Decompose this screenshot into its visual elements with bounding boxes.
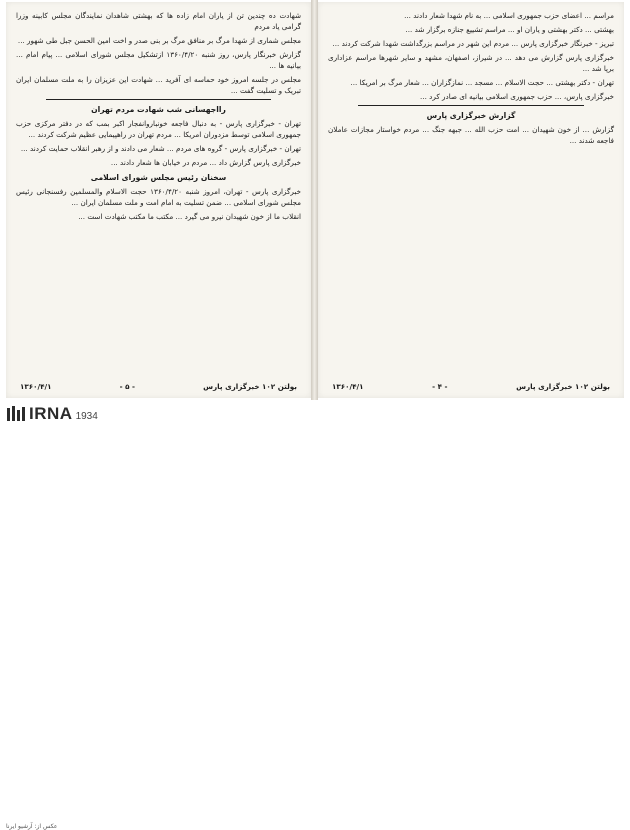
paragraph: تبریز - خبرنگار خبرگزاری پارس ... مردم این شهر در مراسم بزرگداشت شهدا شرکت کردند ... [332, 39, 614, 48]
page-number: - ۵ - [119, 381, 136, 391]
page-body [16, 10, 301, 376]
paragraph: تهران - خبرگزاری پارس - گروه های مردم ... شعار می دادند و از رهبر انقلاب حمایت کردند ... [20, 144, 301, 153]
paragraph: خبرگزاری پارس، ... حزب جمهوری اسلامی بیانیه ای صادر کرد ... [420, 92, 614, 101]
page-number: - ۴ - [432, 381, 448, 391]
irna-logo [6, 404, 98, 424]
page-body [328, 10, 614, 376]
divider [46, 99, 271, 100]
section-heading: سخنان رئیس مجلس شورای اسلامی [90, 173, 227, 182]
paragraph: گزارش ... از خون شهیدان ... امت حزب الله ... جبهه جنگ ... مردم خواستار مجازات عاملان فاجعه شدند ... [328, 125, 614, 145]
bulletin-label: بولتن ۱۰۲ خبرگزاری پارس [516, 381, 610, 391]
page-gutter [311, 0, 318, 400]
section-heading: رااجهسانی شب شهادت مردم تهران [91, 105, 226, 114]
divider [358, 105, 584, 106]
paragraph: مراسم ... اعضای حزب جمهوری اسلامی ... به نام شهدا شعار دادند ... [404, 11, 614, 20]
page-footer [332, 380, 610, 392]
paragraph: تهران - خبرگزاری پارس - به دنبال فاجعه خونباروانفجار اکبر بمب که در دفتر مرکزی حزب جمهوری اسلامی توسط مزدوران امریکا ... مردم تهران در راهپیمایی عظیم شرکت کردند ... [16, 119, 301, 139]
photo-credit: عکس از: آرشیو ایرنا [6, 823, 58, 830]
irna-emblem-icon [6, 405, 26, 423]
paragraph: تهران - دکتر بهشتی ... حجت الاسلام ... مسجد ... نمازگزاران ... شعار مرگ بر امریکا ... [350, 78, 614, 87]
footer-date: ۱۳۶۰/۴/۱ [20, 381, 52, 391]
paragraph: مجلس در جلسه امروز خود حماسه ای آفرید ... شهادت این عزیزان را به ملت مسلمان ایران تبریک و تسلیت گفت ... [16, 75, 301, 95]
paragraph: خبرگزاری پارس گزارش می دهد ... در شیراز، اصفهان، مشهد و سایر شهرها مراسم عزاداری برپا شد ... [328, 53, 614, 73]
paragraph: خبرگزاری پارس گزارش داد ... مردم در خیابان ها شعار دادند ... [110, 158, 301, 167]
paragraph: انقلاب ما از خون شهیدان نیرو می گیرد ... مکتب ما مکتب شهادت است ... [78, 212, 301, 221]
document-page-left [6, 2, 311, 398]
paragraph: شهادت ده چندین تن از یاران امام زاده ها که بهشتی شاهدان نمایندگان مجلس کابینه وزرا گرامی یاد مردم [16, 11, 301, 31]
paragraph: خبرگزاری پارس - تهران، امروز شنبه ۱۳۶۰/۴/۲۰ حجت الاسلام والمسلمین رفسنجانی رئیس مجلس شورای اسلامی ... ضمن تسلیت به امام امت و ملت مسلمان ایران ... [16, 187, 301, 207]
paragraph: مجلس شماری از شهدا مرگ بر منافق مرگ بر بنی صدر و اخت امین الحسن جبل طی شهور ... [17, 36, 301, 45]
paragraph: گزارش خبرنگار پارس، روز شنبه ۱۳۶۰/۴/۲۰ ازتشکیل مجلس شورای اسلامی ... پیام امام ... بیانیه ها ... [16, 50, 301, 70]
document-page-right [318, 2, 624, 398]
paragraph: بهشتی ... دکتر بهشتی و یاران او ... مراسم تشییع جنازه برگزار شد ... [405, 25, 614, 34]
logo-text: IRNA [29, 404, 73, 423]
footer-date: ۱۳۶۰/۴/۱ [332, 381, 364, 391]
section-heading: گزارش خبرگزاری پارس [426, 111, 516, 120]
watermark-bar [0, 400, 630, 830]
page-footer [20, 380, 297, 392]
logo-year: 1934 [75, 410, 98, 422]
bulletin-label: بولتن ۱۰۲ خبرگزاری پارس [203, 381, 297, 391]
